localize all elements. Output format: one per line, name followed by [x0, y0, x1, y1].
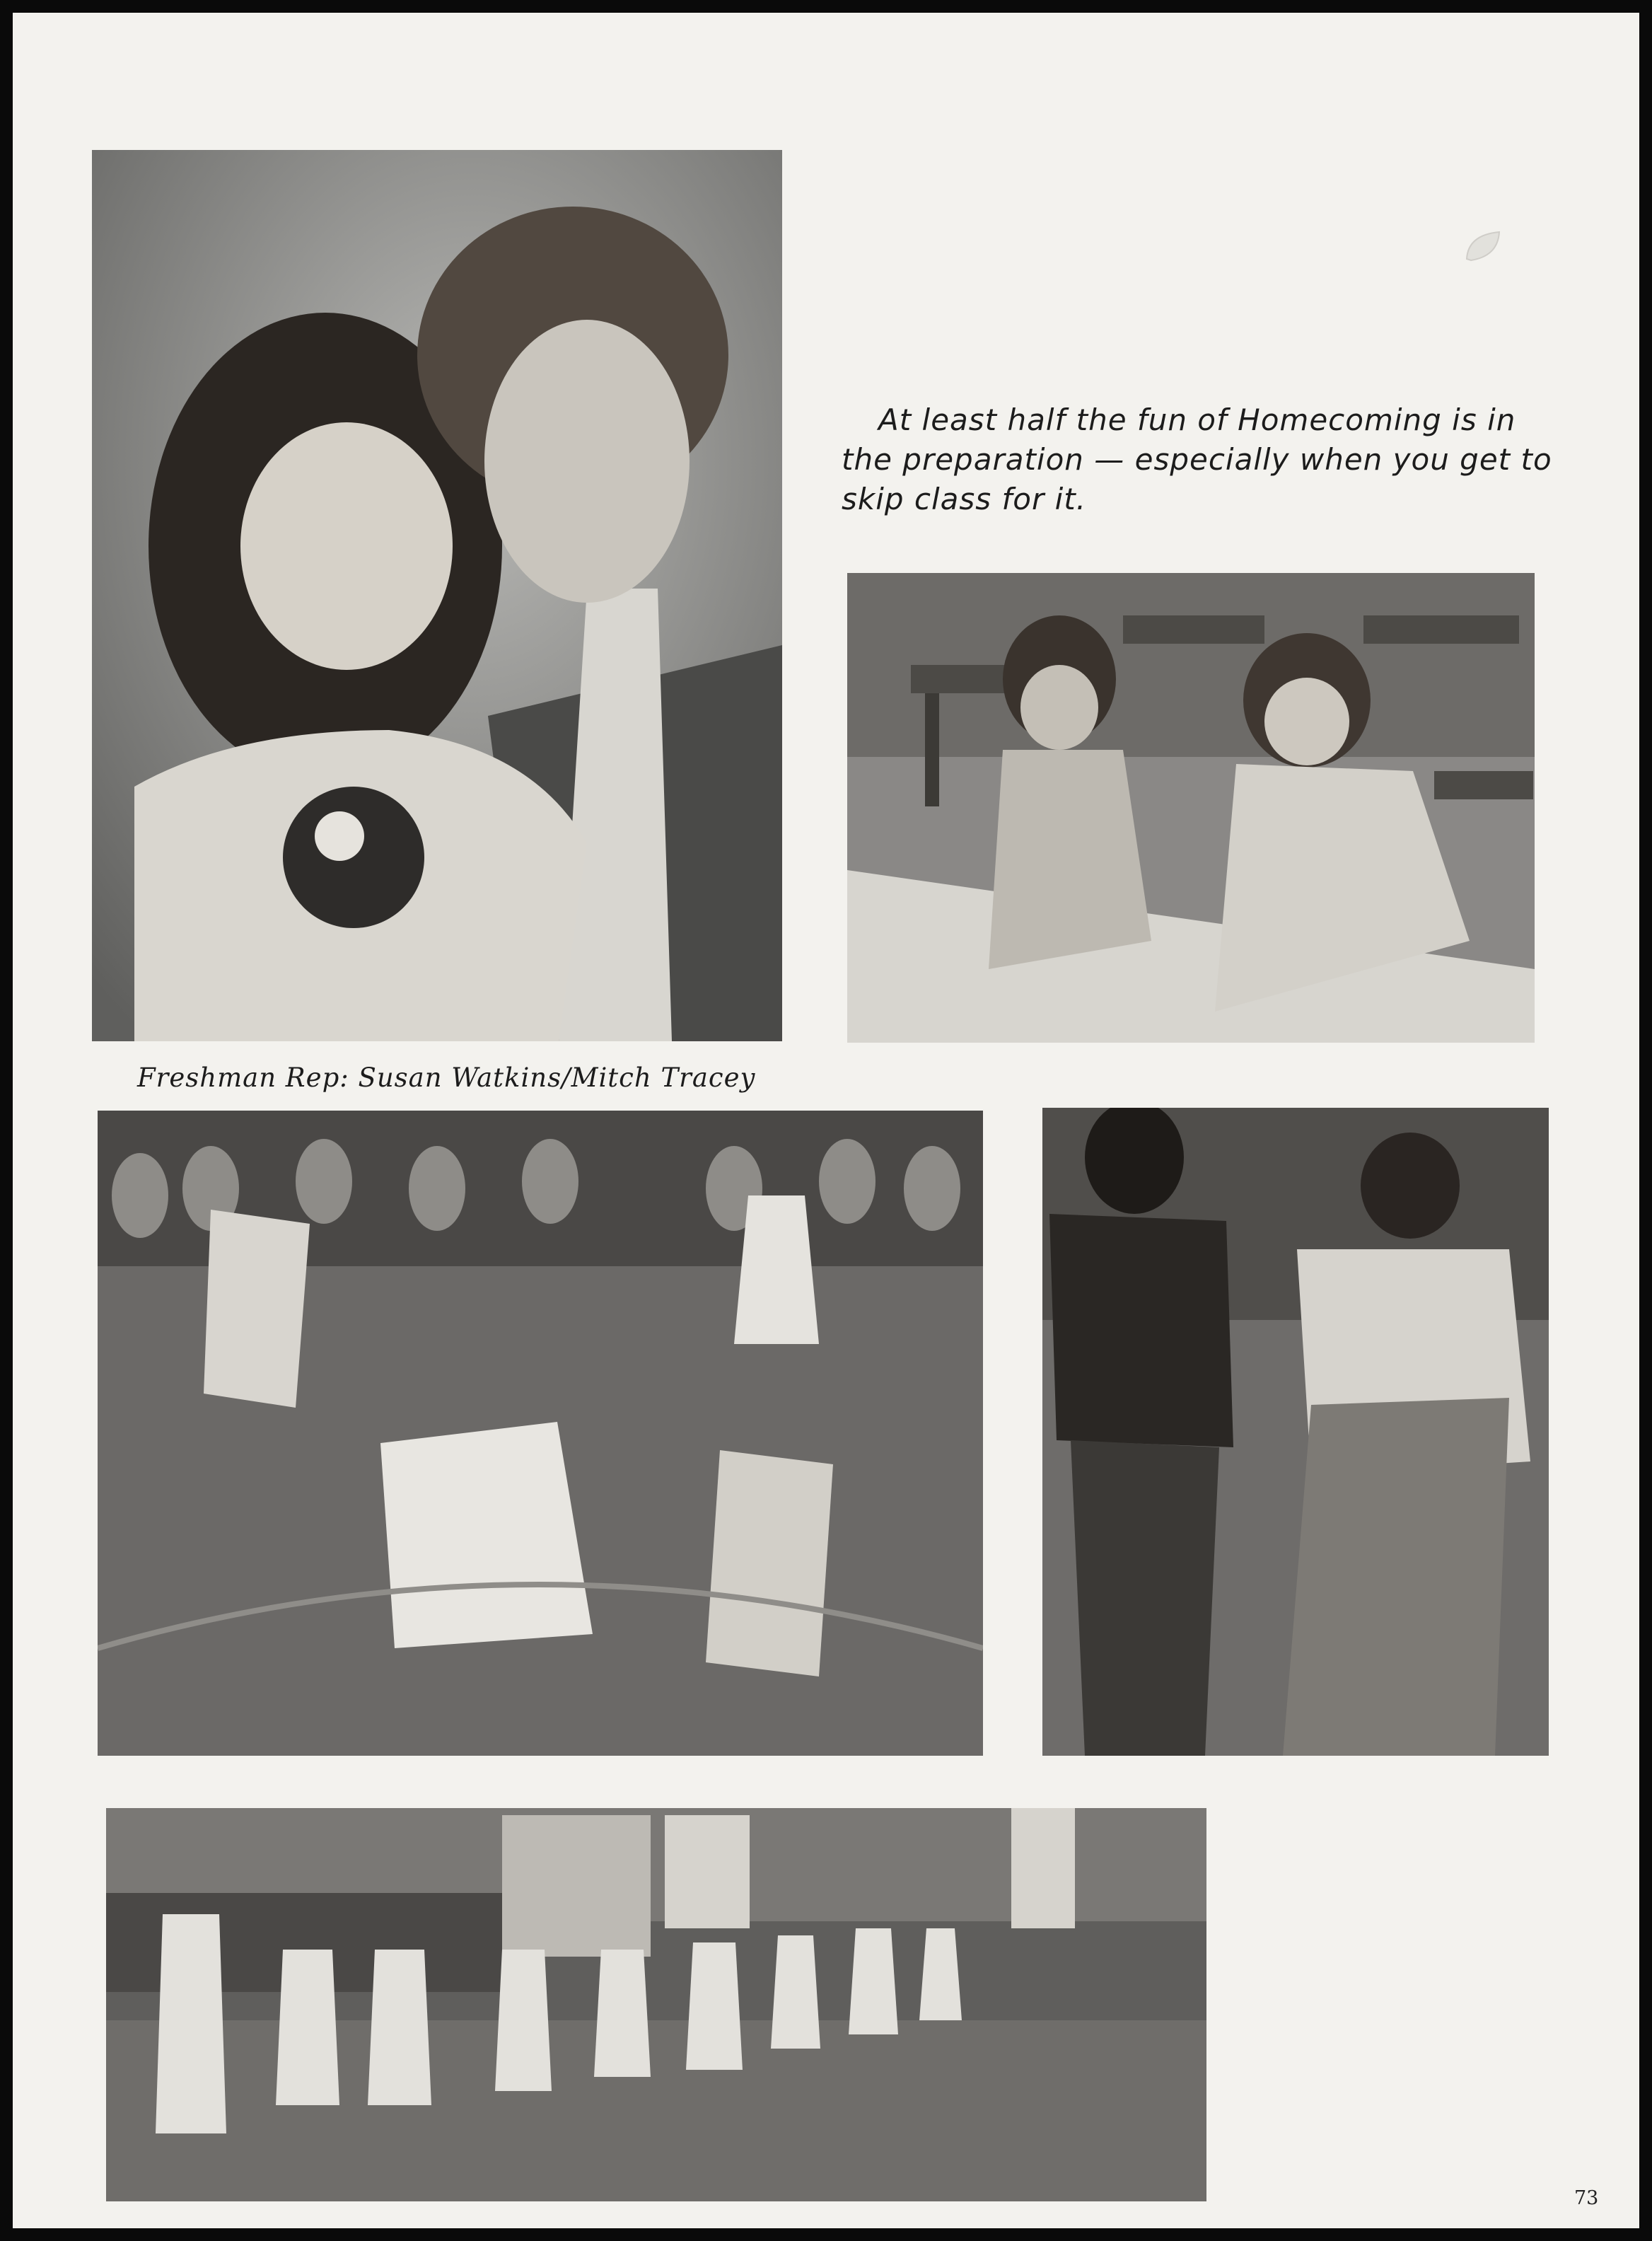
yearbook-page: [13, 13, 1639, 2228]
gym-game-photo: [98, 1111, 983, 1756]
page-number: 73: [1574, 2187, 1599, 2209]
headline-text: At least half the fun of Homecoming is in the preparation — especially when you get to skip class for it.: [842, 403, 1552, 516]
painting-photo: [847, 573, 1535, 1043]
portrait-caption: Freshman Rep: Susan Watkins/Mitch Tracey: [137, 1062, 756, 1093]
portrait-photo: [92, 150, 782, 1041]
cheer-photo: [106, 1808, 1206, 2201]
leaf-icon: [1462, 228, 1505, 265]
dancers-photo: [1042, 1108, 1549, 1756]
